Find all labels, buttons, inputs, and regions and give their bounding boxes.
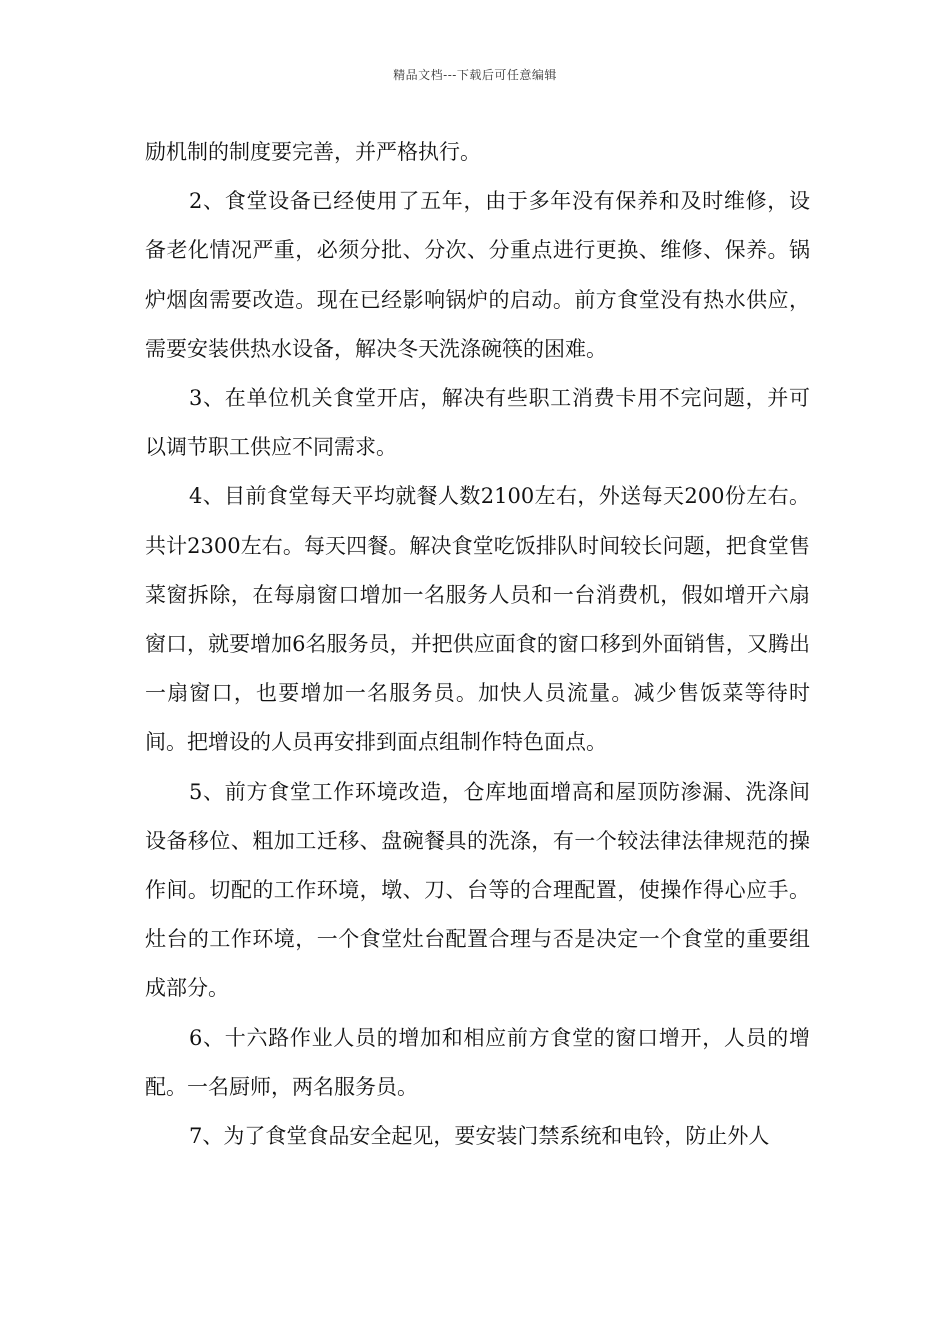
paragraph-6: 6、十六路作业人员的增加和相应前方食堂的窗口增开，人员的增配。一名厨师，两名服务员。	[145, 1025, 810, 1099]
document-body	[145, 128, 810, 1161]
paragraph-1: 励机制的制度要完善，并严格执行。	[145, 140, 481, 164]
paragraph-3: 3、在单位机关食堂开店，解决有些职工消费卡用不完问题，并可以调节职工供应不同需求。	[145, 386, 810, 460]
paragraph-7: 7、为了食堂食品安全起见，要安装门禁系统和电铃，防止外人	[189, 1124, 770, 1149]
paragraph-5: 5、前方食堂工作环境改造，仓库地面增高和屋顶防渗漏、洗涤间设备移位、粗加工迁移、盘碗餐具的洗涤，有一个较法律法律规范的操作间。切配的工作环境，墩、刀、台等的合理配置，使操作得心应手。灶台的工作环境，一个食堂灶台配置合理与否是决定一个食堂的重要组成部分。	[145, 779, 810, 1001]
page-header: 精品文档---下载后可任意编辑	[393, 68, 557, 82]
paragraph-4: 4、目前食堂每天平均就餐人数2100左右，外送每天200份左右。共计2300左右。每天四餐。解决食堂吃饭排队时间较长问题，把食堂售菜窗拆除，在每扇窗口增加一名服务人员和一台消费机，假如增开六扇窗口，就要增加6名服务员，并把供应面食的窗口移到外面销售，又腾出一扇窗口，也要增加一名服务员。加快人员流量。减少售饭菜等待时间。把增设的人员再安排到面点组制作特色面点。	[145, 484, 810, 755]
paragraph-2: 2、食堂设备已经使用了五年，由于多年没有保养和及时维修，设备老化情况严重，必须分批、分次、分重点进行更换、维修、保养。锅炉烟囱需要改造。现在已经影响锅炉的启动。前方食堂没有热水供应，需要安装供热水设备，解决冬天洗涤碗筷的困难。	[145, 189, 810, 361]
